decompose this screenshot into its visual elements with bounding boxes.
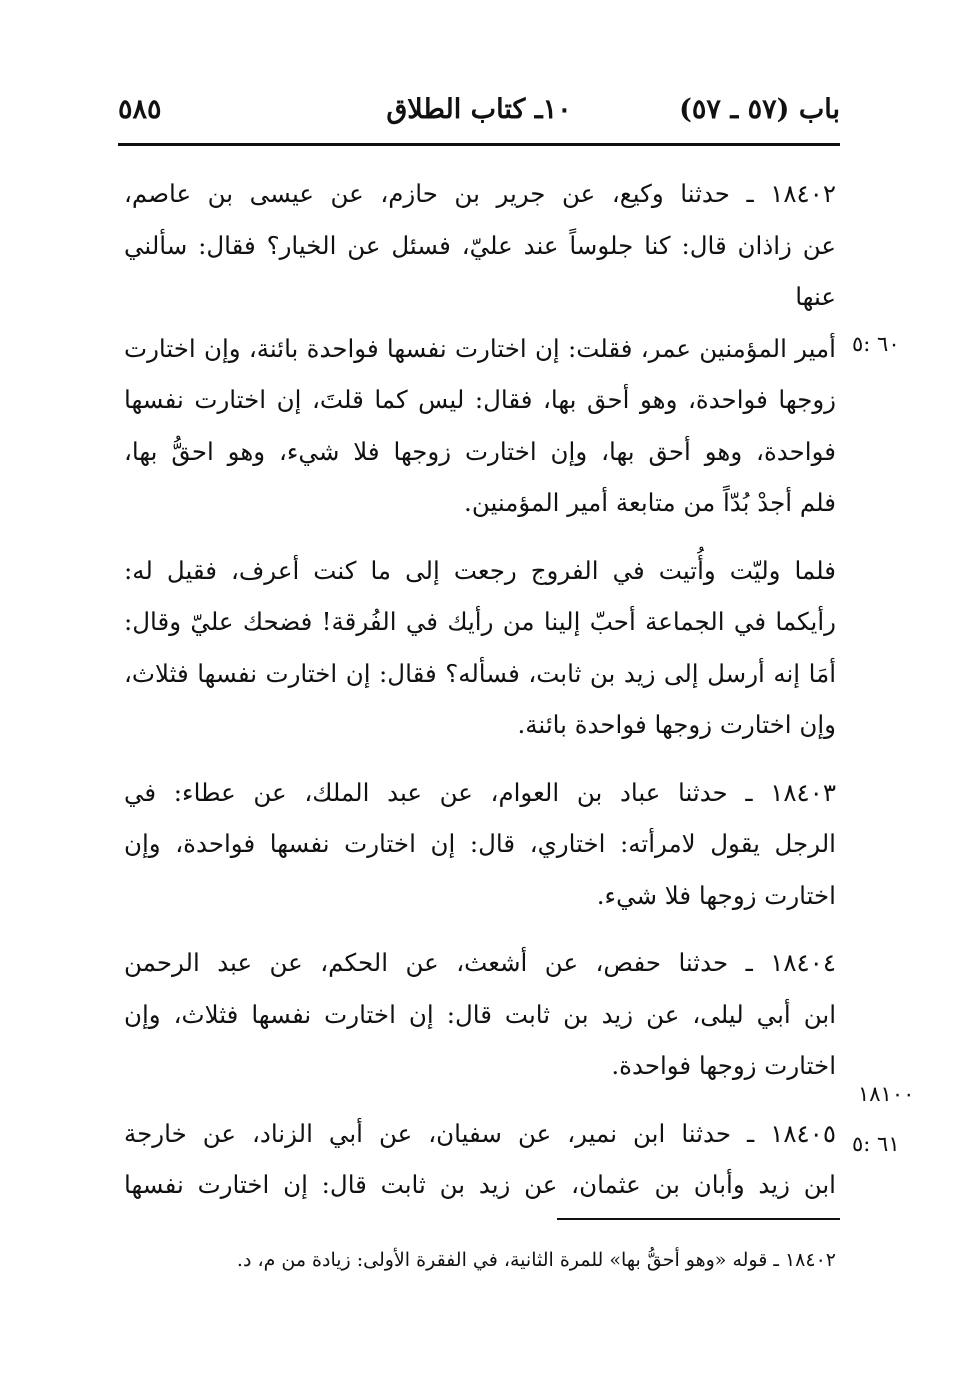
margin-reference-60: ٦٠ :٥ (852, 332, 900, 356)
text-line: الرجل يقول لامرأته: اختاري، قال: إن اختارت نفسها فواحدة، وإن (124, 829, 836, 858)
text-line: فلما وليّت وأُتيت في الفروج رجعت إلى ما كنت أعرف، فقيل له: (124, 555, 836, 585)
margin-reference-18100: ١٨١٠٠ (858, 1082, 915, 1106)
text-line: عن زاذان قال: كنا جلوساً عند عليّ، فسئل عن الخيار؟ فقال: سألني عنها (124, 230, 836, 311)
text-line: أمير المؤمنين عمر، فقلت: إن اختارت نفسها فواحدة بائنة، وإن اختارت (124, 333, 836, 363)
text-line: ابن زيد وأبان بن عثمان، عن زيد بن ثابت قال: إن اختارت نفسها (124, 1170, 836, 1199)
text-line: وإن اختارت زوجها فواحدة بائنة. (517, 710, 836, 739)
hadith-18405 (124, 1108, 836, 1211)
text-line: ابن أبي ليلى، عن زيد بن ثابت قال: إن اختارت نفسها فثلاث، وإن (124, 999, 836, 1029)
book-title: ١٠ـ كتاب الطلاق (386, 94, 572, 125)
text-line: فلم أجدْ بُدّاً من متابعة أمير المؤمنين. (464, 488, 836, 517)
text-line: اختارت زوجها فلا شيء. (596, 880, 836, 910)
hadith-18402-continuation (124, 545, 836, 751)
text-line: ١٨٤٠٤ ـ حدثنا حفص، عن أشعث، عن الحكم، عن عبد الرحمن (124, 948, 836, 977)
text-line: ١٨٤٠٢ ـ حدثنا وكيع، عن جرير بن حازم، عن عيسى بن عاصم، (124, 179, 836, 208)
hadith-18402 (124, 168, 836, 529)
margin-reference-61: ٦١ :٥ (852, 1132, 900, 1156)
text-line: ١٨٤٠٥ ـ حدثنا ابن نمير، عن سفيان، عن أبي الزناد، عن خارجة (124, 1118, 836, 1148)
text-line: أمَا إنه أرسل إلى زيد بن ثابت، فسأله؟ فقال: إن اختارت نفسها فثلاث، (124, 658, 836, 688)
header-divider (118, 143, 840, 146)
text-line: اختارت زوجها فواحدة. (611, 1051, 836, 1080)
chapter-reference: باب (٥٧ ـ ٥٧) (679, 94, 840, 125)
hadith-18403 (124, 767, 836, 922)
running-header (118, 92, 840, 142)
text-line: فواحدة، وهو أحق بها، وإن اختارت زوجها فلا شيء، وهو احقُّ بها، (124, 436, 836, 466)
footnote-divider (557, 1218, 840, 1220)
text-line: زوجها فواحدة، وهو أحق بها، فقال: ليس كما قلتَ، إن اختارت نفسها (124, 385, 836, 414)
page-body (124, 168, 836, 1211)
text-line: رأيكما في الجماعة أحبّ إلينا من رأيك في الفُرقة! فضحك عليّ وقال: (124, 607, 836, 636)
hadith-18404 (124, 937, 836, 1092)
footnote: ١٨٤٠٢ ـ قوله «وهو أحقُّ بها» للمرة الثانية، في الفقرة الأولى: زيادة من م، د. (236, 1249, 836, 1271)
text-line: ١٨٤٠٣ ـ حدثنا عباد بن العوام، عن عبد الملك، عن عطاء: في (124, 777, 836, 807)
page-number: ٥٨٥ (118, 94, 162, 125)
